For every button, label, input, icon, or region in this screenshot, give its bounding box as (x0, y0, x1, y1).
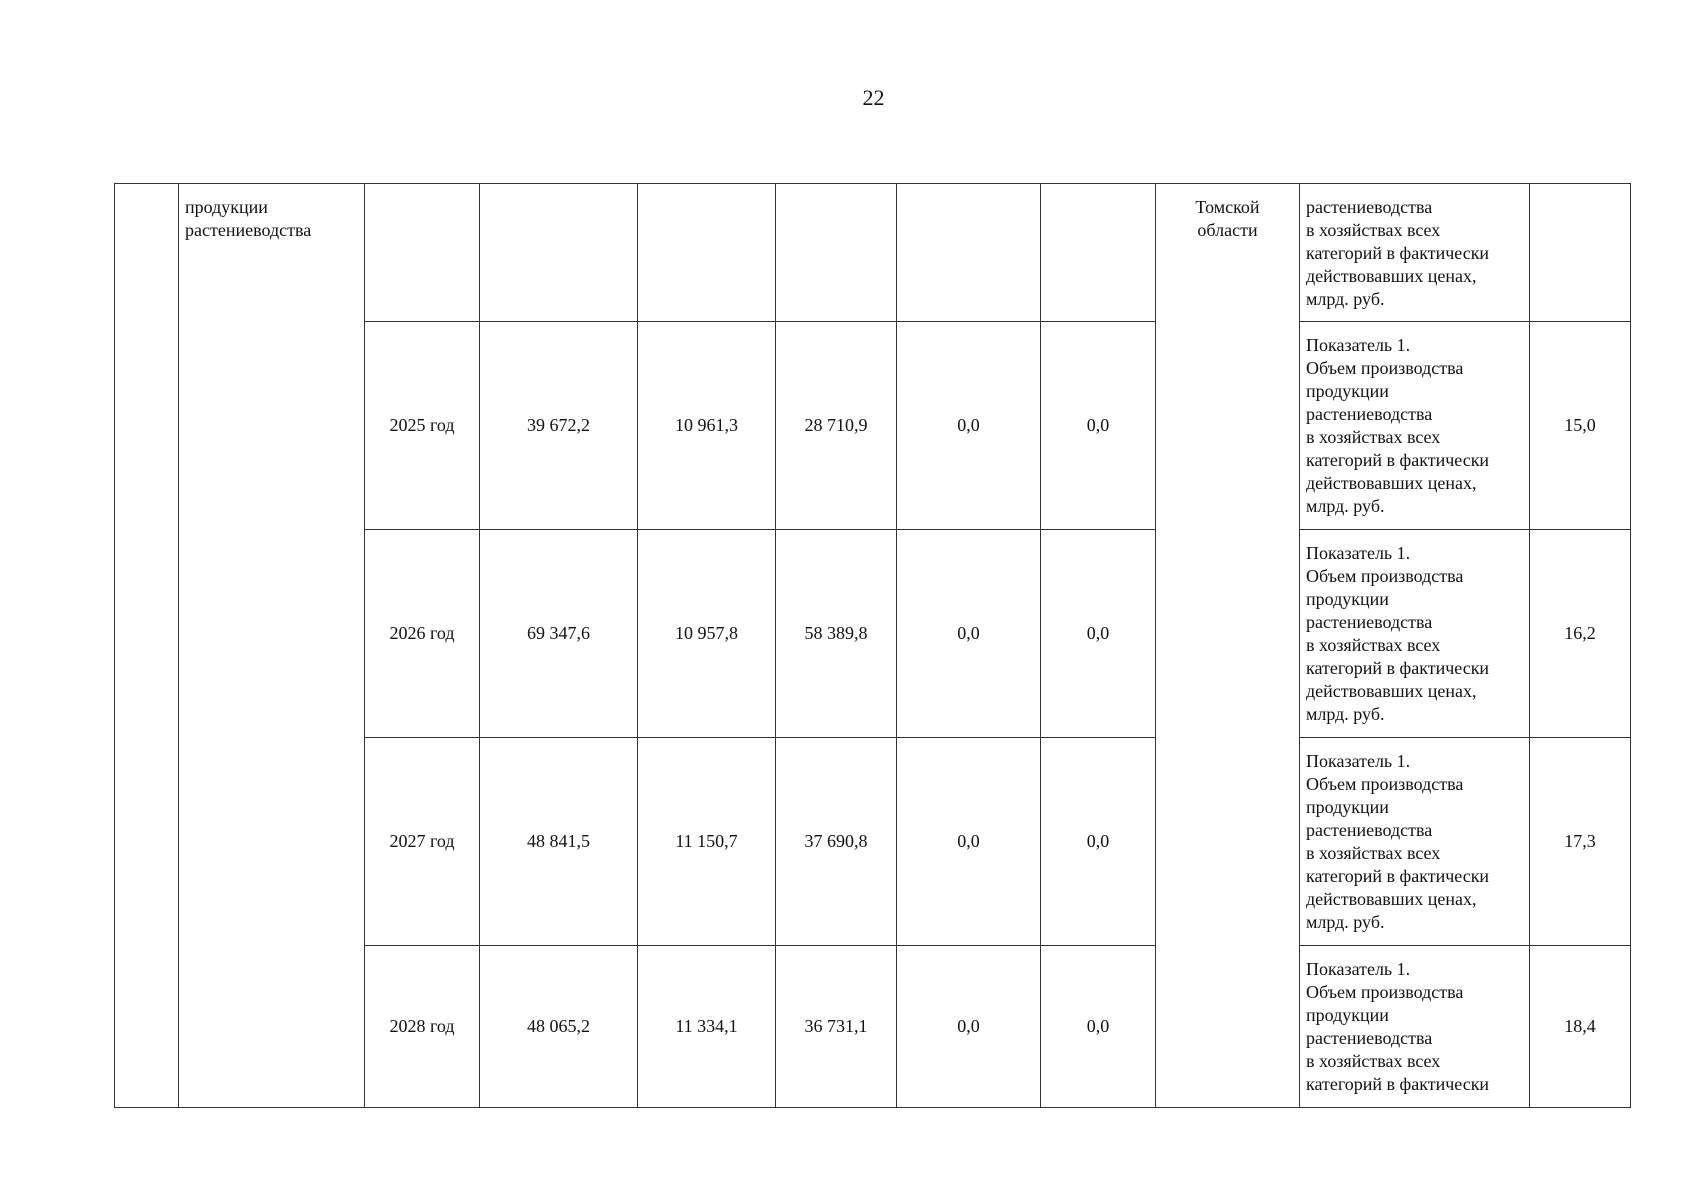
local-cell: 0,0 (897, 946, 1041, 1108)
indicator-line: категорий в фактически (1306, 450, 1490, 470)
indicator-line: категорий в фактически (1306, 866, 1490, 886)
indicator-cell (1300, 530, 1530, 738)
federal-cell: 10 957,8 (638, 530, 776, 738)
indicator-value-cell: 17,3 (1530, 738, 1631, 946)
local-cell: 0,0 (897, 530, 1041, 738)
indicator-line: действовавших ценах, (1306, 266, 1477, 286)
executor-cell (1156, 184, 1300, 1108)
indicator-line: млрд. руб. (1306, 289, 1385, 309)
indicator-line: Объем производства (1306, 566, 1464, 586)
indicator-line: растениеводства (1306, 197, 1433, 217)
federal-cell: 11 150,7 (638, 738, 776, 946)
indicator-line: Объем производства (1306, 774, 1464, 794)
task-name-line: растениеводства (185, 220, 312, 240)
indicator-value-cell: 18,4 (1530, 946, 1631, 1108)
executor-line: области (1197, 220, 1258, 240)
indicator-line: в хозяйствах всех (1306, 843, 1441, 863)
indicator-line: действовавших ценах, (1306, 681, 1477, 701)
program-table (114, 183, 1631, 1108)
other-cell: 0,0 (1041, 322, 1156, 530)
number-cell (115, 184, 179, 1108)
indicator-line: растениеводства (1306, 1028, 1433, 1048)
indicator-line: категорий в фактически (1306, 1074, 1490, 1094)
federal-cell (638, 184, 776, 322)
indicator-line: млрд. руб. (1306, 912, 1385, 932)
indicator-line: категорий в фактически (1306, 658, 1490, 678)
regional-cell: 58 389,8 (776, 530, 897, 738)
indicator-value-cell: 15,0 (1530, 322, 1631, 530)
regional-cell: 28 710,9 (776, 322, 897, 530)
local-cell: 0,0 (897, 738, 1041, 946)
indicator-line: действовавших ценах, (1306, 889, 1477, 909)
regional-cell: 36 731,1 (776, 946, 897, 1108)
other-cell (1041, 184, 1156, 322)
task-name-cell (179, 184, 365, 1108)
indicator-line: Показатель 1. (1306, 335, 1411, 355)
indicator-line: Показатель 1. (1306, 959, 1411, 979)
indicator-line: продукции (1306, 1005, 1389, 1025)
indicator-cell (1300, 184, 1530, 322)
indicator-line: категорий в фактически (1306, 243, 1490, 263)
regional-cell: 37 690,8 (776, 738, 897, 946)
indicator-line: в хозяйствах всех (1306, 220, 1441, 240)
federal-cell: 11 334,1 (638, 946, 776, 1108)
total-cell: 48 841,5 (480, 738, 638, 946)
page-number: 22 (862, 85, 885, 110)
indicator-line: продукции (1306, 797, 1389, 817)
table-row-continuation (115, 184, 1631, 322)
indicator-cell (1300, 738, 1530, 946)
year-cell (365, 184, 480, 322)
indicator-line: Показатель 1. (1306, 543, 1411, 563)
indicator-value-cell (1530, 184, 1631, 322)
indicator-line: продукции (1306, 381, 1389, 401)
indicator-line: действовавших ценах, (1306, 473, 1477, 493)
indicator-line: в хозяйствах всех (1306, 635, 1441, 655)
regional-cell (776, 184, 897, 322)
task-name-line: продукции (185, 197, 268, 217)
indicator-line: млрд. руб. (1306, 496, 1385, 516)
indicator-cell (1300, 322, 1530, 530)
indicator-line: в хозяйствах всех (1306, 427, 1441, 447)
year-cell: 2025 год (365, 322, 480, 530)
indicator-line: растениеводства (1306, 612, 1433, 632)
indicator-line: продукции (1306, 589, 1389, 609)
indicator-line: растениеводства (1306, 820, 1433, 840)
local-cell (897, 184, 1041, 322)
indicator-cell (1300, 946, 1530, 1108)
indicator-line: млрд. руб. (1306, 704, 1385, 724)
total-cell: 69 347,6 (480, 530, 638, 738)
executor-line: Томской (1195, 197, 1260, 217)
federal-cell: 10 961,3 (638, 322, 776, 530)
total-cell (480, 184, 638, 322)
indicator-line: в хозяйствах всех (1306, 1051, 1441, 1071)
other-cell: 0,0 (1041, 946, 1156, 1108)
indicator-line: Показатель 1. (1306, 751, 1411, 771)
indicator-line: растениеводства (1306, 404, 1433, 424)
total-cell: 48 065,2 (480, 946, 638, 1108)
other-cell: 0,0 (1041, 530, 1156, 738)
total-cell: 39 672,2 (480, 322, 638, 530)
year-cell: 2027 год (365, 738, 480, 946)
other-cell: 0,0 (1041, 738, 1156, 946)
year-cell: 2028 год (365, 946, 480, 1108)
local-cell: 0,0 (897, 322, 1041, 530)
indicator-line: Объем производства (1306, 982, 1464, 1002)
indicator-value-cell: 16,2 (1530, 530, 1631, 738)
indicator-line: Объем производства (1306, 358, 1464, 378)
year-cell: 2026 год (365, 530, 480, 738)
